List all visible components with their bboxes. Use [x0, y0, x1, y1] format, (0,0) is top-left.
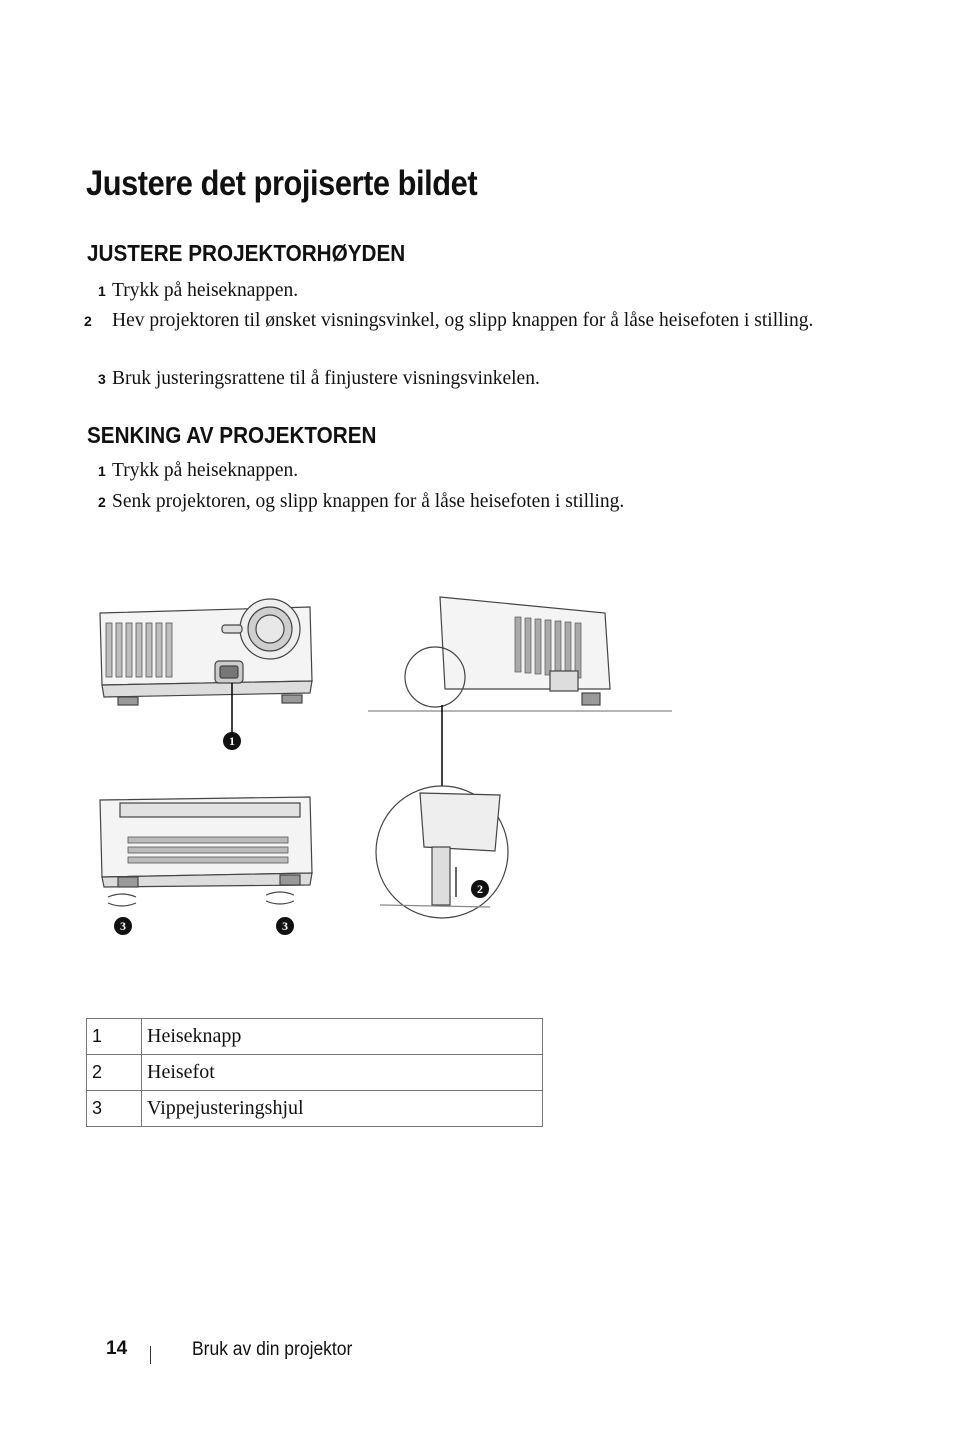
table-row [87, 1019, 543, 1055]
step-raise-3 [98, 365, 828, 393]
section-heading-lower: SENKING AV PROJEKTOREN [87, 422, 377, 448]
step-text: Senk projektoren, og slipp knappen for å låse heisefoten i stilling. [112, 491, 625, 512]
legend-num: 3 [87, 1091, 142, 1127]
step-number: 3 [98, 371, 106, 387]
table-row [87, 1091, 543, 1127]
step-number: 1 [98, 283, 106, 299]
step-raise-2 [84, 307, 842, 335]
callout-2: 2 [477, 882, 483, 896]
callout-3-left: 3 [120, 919, 126, 933]
section-heading-raise: JUSTERE PROJEKTORHØYDEN [87, 240, 406, 266]
step-number: 1 [98, 463, 106, 479]
page-number: 14 [106, 1338, 128, 1359]
step-text: Hev projektoren til ønsket visningsvinkel, og slipp knappen for å låse heisefoten i stilling. [112, 310, 814, 331]
legend-num: 1 [87, 1019, 142, 1055]
step-number: 2 [84, 313, 92, 329]
chapter-title: Bruk av din projektor [192, 1339, 353, 1360]
step-text: Trykk på heiseknappen. [112, 460, 299, 481]
step-lower-2 [98, 488, 828, 516]
projector-illustration [90, 585, 680, 965]
projector-side-view [368, 597, 672, 918]
callout-1: 1 [229, 734, 235, 748]
step-text: Bruk justeringsrattene til å finjustere visningsvinkelen. [112, 368, 540, 389]
legend-label: Vippejusteringshjul [142, 1091, 543, 1127]
legend-table [86, 1018, 543, 1127]
legend-label: Heiseknapp [142, 1019, 543, 1055]
callout-3-right: 3 [282, 919, 288, 933]
page-title: Justere det projiserte bildet [86, 164, 478, 203]
projector-rear-view [100, 797, 312, 906]
step-lower-1 [98, 457, 828, 485]
step-number: 2 [98, 494, 106, 510]
table-row [87, 1055, 543, 1091]
step-raise-1 [98, 277, 828, 305]
footer-divider [150, 1346, 151, 1364]
legend-num: 2 [87, 1055, 142, 1091]
projector-front-view [100, 599, 312, 735]
step-text: Trykk på heiseknappen. [112, 280, 299, 301]
legend-label: Heisefot [142, 1055, 543, 1091]
